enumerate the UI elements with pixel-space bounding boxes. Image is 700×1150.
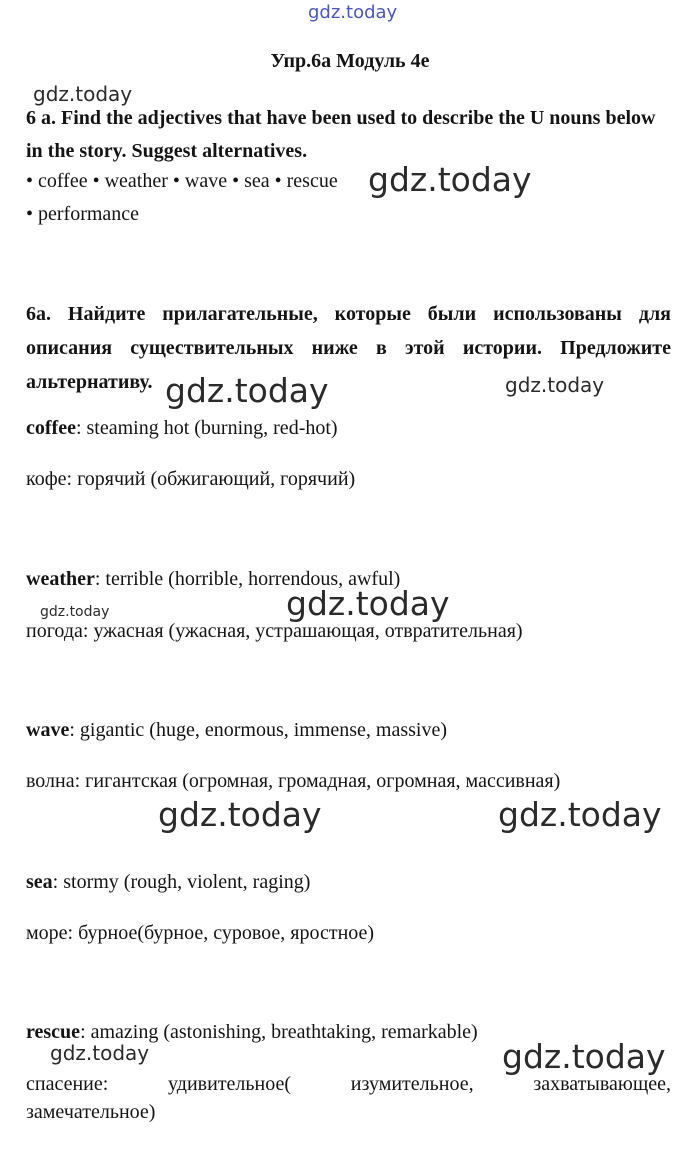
watermark-top: gdz.today [308, 2, 398, 23]
answer-sea-en [26, 871, 310, 894]
answer-adjectives: : terrible (horrible, horrendous, awful) [94, 568, 401, 590]
answer-weather-en [26, 568, 400, 591]
answer-weather-ru: погода: ужасная (ужасная, устрашающая, отвратительная) [26, 620, 523, 642]
watermark: gdz.today [50, 1041, 150, 1065]
answer-word: wave [26, 719, 70, 741]
answer-adjectives: : steaming hot (burning, red-hot) [75, 417, 338, 439]
answer-adjectives: : stormy (rough, violent, raging) [52, 871, 311, 893]
noun-list-line-1: • coffee • weather • wave • sea • rescue [26, 170, 338, 192]
answer-word: rescue [26, 1021, 81, 1043]
task-text: Find the adjectives that have been used to describe the U nouns below in the story. Suggest alternatives. [26, 107, 656, 162]
answer-word: weather [26, 568, 95, 590]
watermark: gdz.today [368, 160, 532, 199]
answer-wave-ru: волна: гигантская (огромная, громадная, огромная, массивная) [26, 770, 561, 792]
task-number: 6 a. [26, 107, 56, 129]
watermark: gdz.today [286, 584, 450, 623]
answer-coffee-ru: кофе: горячий (обжигающий, горячий) [26, 468, 356, 490]
task-russian: 6a. Найдите прилагательные, которые были использованы для описания существительных ниже в этой истории. Предложите альтернативу. [26, 303, 671, 393]
answer-word: coffee [26, 417, 76, 439]
answer-wave-en [26, 719, 447, 742]
watermark: gdz.today [158, 795, 322, 834]
watermark: gdz.today [505, 373, 605, 397]
watermark: gdz.today [165, 371, 329, 410]
watermark: gdz.today [498, 795, 662, 834]
answer-rescue-ru-line-1: спасение: удивительное( изумительное, захватывающее, [26, 1073, 671, 1095]
answer-word: sea [26, 871, 53, 893]
answer-sea-ru: море: бурное(бурное, суровое, яростное) [26, 922, 375, 944]
answer-adjectives: : amazing (astonishing, breathtaking, remarkable) [80, 1021, 478, 1043]
answer-coffee-en [26, 417, 338, 440]
answer-rescue-ru-line-2: замечательное) [26, 1101, 156, 1123]
watermark: gdz.today [40, 604, 110, 620]
page-title: Упр.6а Модуль 4е [270, 50, 430, 72]
noun-list-line-2: • performance [26, 203, 140, 225]
watermark: gdz.today [502, 1037, 666, 1076]
answer-rescue-en [26, 1021, 478, 1044]
task-english [26, 102, 674, 168]
answer-adjectives: : gigantic (huge, enormous, immense, massive) [69, 719, 448, 741]
watermark: gdz.today [33, 82, 133, 106]
